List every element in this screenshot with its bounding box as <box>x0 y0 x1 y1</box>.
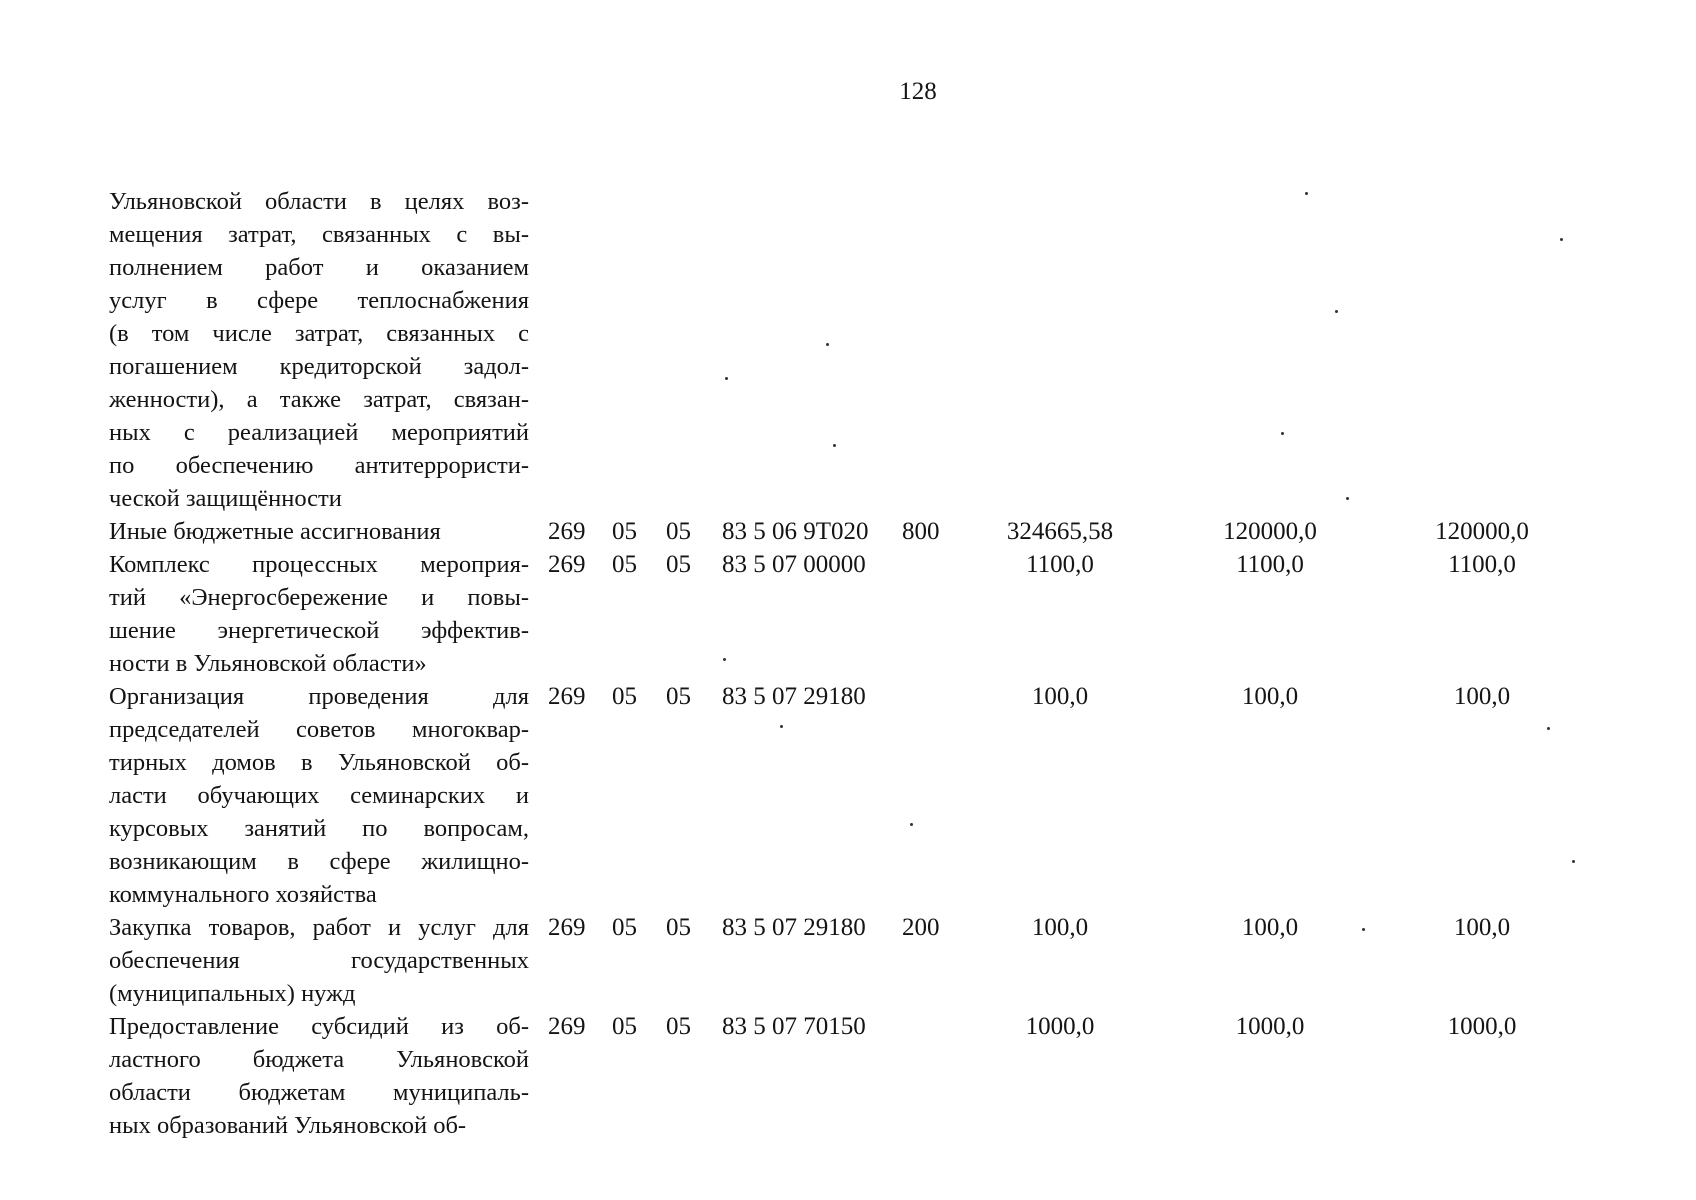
row-description-line: курсовых занятий по вопросам, <box>109 815 529 842</box>
target-article-code: 83 5 07 00000 <box>722 551 866 578</box>
scan-speck <box>910 823 913 826</box>
scan-speck <box>826 343 829 346</box>
amount-year-1: 100,0 <box>1031 914 1089 941</box>
row-description-line: (в том числе затрат, связанных с <box>109 320 529 347</box>
table-row <box>0 911 1696 944</box>
scan-speck <box>725 377 728 380</box>
ved-code: 269 <box>548 1013 586 1040</box>
target-article-code: 83 5 07 70150 <box>722 1013 866 1040</box>
table-row <box>0 548 1696 581</box>
table-row <box>0 185 1696 218</box>
row-description-line: ности в Ульяновской области» <box>109 650 427 677</box>
section-code: 05 <box>612 518 637 545</box>
target-article-code: 83 5 07 29180 <box>722 683 866 710</box>
expense-type-code: 800 <box>902 518 940 545</box>
amount-year-1: 1000,0 <box>1025 1013 1095 1040</box>
amount-year-3: 1000,0 <box>1447 1013 1517 1040</box>
subsection-code: 05 <box>666 1013 691 1040</box>
table-row <box>0 1010 1696 1043</box>
amount-year-2: 120000,0 <box>1223 518 1317 545</box>
amount-year-1: 100,0 <box>1031 683 1089 710</box>
subsection-code: 05 <box>666 683 691 710</box>
row-description-line: председателей советов многоквар- <box>109 716 529 743</box>
row-description-line: Комплекс процессных мероприя- <box>109 551 529 578</box>
scan-speck <box>1305 192 1308 195</box>
amount-year-3: 100,0 <box>1453 914 1511 941</box>
table-row <box>0 515 1696 548</box>
section-code: 05 <box>612 914 637 941</box>
scan-speck <box>1335 310 1338 313</box>
subsection-code: 05 <box>666 914 691 941</box>
row-description-line: шение энергетической эффектив- <box>109 617 529 644</box>
amount-year-3: 1100,0 <box>1448 551 1516 578</box>
row-description-line: погашением кредиторской задол- <box>109 353 529 380</box>
row-description-line: Предоставление субсидий из об- <box>109 1013 529 1040</box>
amount-year-3: 120000,0 <box>1435 518 1529 545</box>
row-description-line: ластного бюджета Ульяновской <box>109 1046 529 1073</box>
row-description-line: по обеспечению антитеррористи- <box>109 452 529 479</box>
amount-year-2: 1100,0 <box>1236 551 1304 578</box>
row-description-line: Ульяновской области в целях воз- <box>109 188 529 215</box>
row-description-line: ных образований Ульяновской об- <box>109 1112 467 1139</box>
expense-type-code: 200 <box>902 914 940 941</box>
row-description-line: тий «Энергосбережение и повы- <box>109 584 529 611</box>
scan-speck <box>1547 727 1550 730</box>
amount-year-2: 100,0 <box>1241 914 1299 941</box>
target-article-code: 83 5 06 9Т020 <box>722 518 869 545</box>
scan-speck <box>1281 432 1284 435</box>
scan-speck <box>833 444 836 447</box>
table-row <box>0 680 1696 713</box>
scan-speck <box>1572 860 1575 863</box>
section-code: 05 <box>612 551 637 578</box>
scan-speck <box>1560 238 1563 241</box>
row-description-line: Иные бюджетные ассигнования <box>109 518 441 545</box>
subsection-code: 05 <box>666 518 691 545</box>
section-code: 05 <box>612 683 637 710</box>
row-description-line: (муниципальных) нужд <box>109 980 356 1007</box>
row-description-line: ласти обучающих семинарских и <box>109 782 529 809</box>
row-description-line: ных с реализацией мероприятий <box>109 419 529 446</box>
amount-year-1: 324665,58 <box>1006 518 1114 545</box>
row-description-line: области бюджетам муниципаль- <box>109 1079 529 1106</box>
row-description-line: полнением работ и оказанием <box>109 254 529 281</box>
ved-code: 269 <box>548 683 586 710</box>
row-description-line: обеспечения государственных <box>109 947 529 974</box>
row-description-line: Организация проведения для <box>109 683 529 710</box>
row-description-line: женности), а также затрат, связан- <box>109 386 529 413</box>
subsection-code: 05 <box>666 551 691 578</box>
section-code: 05 <box>612 1013 637 1040</box>
ved-code: 269 <box>548 914 586 941</box>
amount-year-3: 100,0 <box>1453 683 1511 710</box>
scan-speck <box>1362 928 1365 931</box>
ved-code: 269 <box>548 518 586 545</box>
row-description-line: Закупка товаров, работ и услуг для <box>109 914 529 941</box>
scan-speck <box>780 725 783 728</box>
ved-code: 269 <box>548 551 586 578</box>
target-article-code: 83 5 07 29180 <box>722 914 866 941</box>
row-description-line: тирных домов в Ульяновской об- <box>109 749 529 776</box>
row-description-line: услуг в сфере теплоснабжения <box>109 287 529 314</box>
row-description-line: возникающим в сфере жилищно- <box>109 848 529 875</box>
scan-speck <box>1346 497 1349 500</box>
row-description-line: ческой защищённости <box>109 485 342 512</box>
row-description-line: коммунального хозяйства <box>109 881 377 908</box>
page-number: 128 <box>899 78 937 105</box>
scan-speck <box>723 658 726 661</box>
row-description-line: мещения затрат, связанных с вы- <box>109 221 529 248</box>
amount-year-2: 100,0 <box>1241 683 1299 710</box>
amount-year-2: 1000,0 <box>1235 1013 1305 1040</box>
amount-year-1: 1100,0 <box>1026 551 1094 578</box>
